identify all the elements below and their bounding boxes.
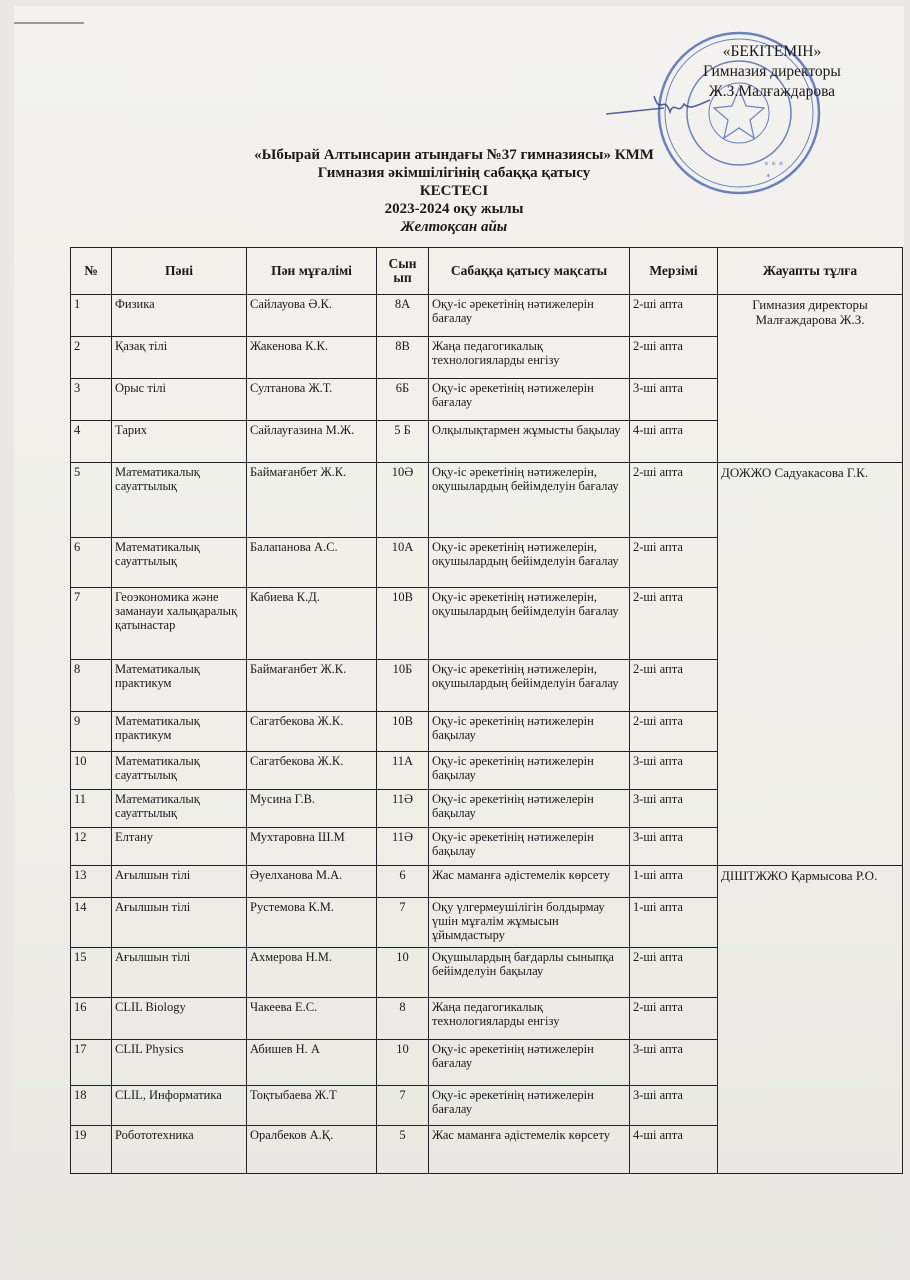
subject-cell: Математикалық сауаттылық	[112, 463, 247, 538]
subject-cell: Математикалық сауаттылық	[112, 752, 247, 790]
grade-cell: 6	[377, 866, 429, 898]
grade-cell: 5 Б	[377, 421, 429, 463]
term-cell: 3-ші апта	[630, 1040, 718, 1086]
approval-name: Ж.З.Малғаждарова	[708, 83, 836, 100]
term-cell: 2-ші апта	[630, 660, 718, 712]
goal-cell: Жаңа педагогикалық технологияларды енгізу	[429, 337, 630, 379]
teacher-cell: Баймағанбет Ж.К.	[247, 660, 377, 712]
goal-cell: Оқу-іс әрекетінің нәтижелерін бақылау	[429, 790, 630, 828]
goal-cell: Оқу-іс әрекетінің нәтижелерін бағалау	[429, 1086, 630, 1126]
grade-cell: 7	[377, 898, 429, 948]
grade-cell: 7	[377, 1086, 429, 1126]
subject-cell: Физика	[112, 295, 247, 337]
row-number: 15	[71, 948, 112, 998]
subject-cell: Ағылшын тілі	[112, 898, 247, 948]
goal-cell: Олқылықтармен жұмысты бақылау	[429, 421, 630, 463]
goal-cell: Жас маманға әдістемелік көрсету	[429, 1126, 630, 1174]
teacher-cell: Ахмерова Н.М.	[247, 948, 377, 998]
subject-cell: Математикалық практикум	[112, 712, 247, 752]
term-cell: 2-ші апта	[630, 538, 718, 588]
term-cell: 2-ші апта	[630, 295, 718, 337]
term-cell: 2-ші апта	[630, 712, 718, 752]
row-number: 3	[71, 379, 112, 421]
term-cell: 3-ші апта	[630, 828, 718, 866]
table-row	[71, 463, 903, 538]
term-cell: 3-ші апта	[630, 752, 718, 790]
grade-cell: 11Ә	[377, 828, 429, 866]
heading-subtitle: Гимназия әкімшілігінің сабаққа қатысу	[317, 165, 591, 181]
teacher-cell: Баймағанбет Ж.К.	[247, 463, 377, 538]
svg-text:*: *	[766, 173, 771, 183]
term-cell: 2-ші апта	[630, 948, 718, 998]
teacher-cell: Сагатбекова Ж.К.	[247, 752, 377, 790]
header-subject: Пәні	[112, 248, 247, 295]
row-number: 5	[71, 463, 112, 538]
teacher-cell: Абишев Н. А	[247, 1040, 377, 1086]
teacher-cell: Султанова Ж.Т.	[247, 379, 377, 421]
term-cell: 4-ші апта	[630, 421, 718, 463]
row-number: 19	[71, 1126, 112, 1174]
table-body	[71, 295, 903, 1174]
table-row	[71, 866, 903, 898]
teacher-cell: Балапанова А.С.	[247, 538, 377, 588]
subject-cell: CLIL Physics	[112, 1040, 247, 1086]
grade-cell: 10	[377, 948, 429, 998]
goal-cell: Оқу-іс әрекетінің нәтижелерін бағалау	[429, 1040, 630, 1086]
academic-year: 2023-2024 оқу жылы	[384, 201, 524, 217]
goal-cell: Оқу үлгермеушілігін болдырмау үшін мұғалім жұмысын ұйымдастыру	[429, 898, 630, 948]
goal-cell: Оқу-іс әрекетінің нәтижелерін, оқушылардың бейімделуін бағалау	[429, 588, 630, 660]
teacher-cell: Әуелханова М.А.	[247, 866, 377, 898]
attendance-schedule-table	[70, 247, 903, 1174]
teacher-cell: Сайлауғазина М.Ж.	[247, 421, 377, 463]
teacher-cell: Сагатбекова Ж.К.	[247, 712, 377, 752]
row-number: 14	[71, 898, 112, 948]
grade-cell: 10Б	[377, 660, 429, 712]
responsible-person-cell: Гимназия директоры Малғаждарова Ж.З.	[718, 295, 903, 463]
grade-cell: 5	[377, 1126, 429, 1174]
term-cell: 3-ші апта	[630, 379, 718, 421]
grade-cell: 10А	[377, 538, 429, 588]
subject-cell: Математикалық сауаттылық	[112, 790, 247, 828]
subject-cell: Ағылшын тілі	[112, 866, 247, 898]
table-header-row	[71, 248, 903, 295]
row-number: 18	[71, 1086, 112, 1126]
teacher-cell: Мусина Г.В.	[247, 790, 377, 828]
subject-cell: Математикалық сауаттылық	[112, 538, 247, 588]
approval-label: «БЕКІТЕМІН»	[722, 43, 822, 60]
table-row	[71, 295, 903, 337]
institution-name: «Ыбырай Алтынсарин атындағы №37 гимназиясы» КММ	[254, 147, 654, 163]
teacher-cell: Мухтаровна Ш.М	[247, 828, 377, 866]
teacher-cell: Жакенова К.К.	[247, 337, 377, 379]
header-term: Мерзімі	[630, 248, 718, 295]
responsible-person-cell: ДОЖЖО Садуакасова Г.К.	[718, 463, 903, 866]
header-number: №	[71, 248, 112, 295]
row-number: 10	[71, 752, 112, 790]
term-cell: 3-ші апта	[630, 790, 718, 828]
subject-cell: Робототехника	[112, 1126, 247, 1174]
row-number: 8	[71, 660, 112, 712]
document-page	[14, 6, 904, 1274]
subject-cell: Геоэкономика және заманауи халықаралық қатынастар	[112, 588, 247, 660]
grade-cell: 6Б	[377, 379, 429, 421]
goal-cell: Оқу-іс әрекетінің нәтижелерін бағалау	[429, 295, 630, 337]
subject-cell: Математикалық практикум	[112, 660, 247, 712]
subject-cell: CLIL, Информатика	[112, 1086, 247, 1126]
document-heading	[144, 146, 764, 236]
goal-cell: Оқушылардың бағдарлы сыныпқа бейімделуін бақылау	[429, 948, 630, 998]
grade-cell: 8	[377, 998, 429, 1040]
goal-cell: Жас маманға әдістемелік көрсету	[429, 866, 630, 898]
term-cell: 3-ші апта	[630, 1086, 718, 1126]
subject-cell: Қазақ тілі	[112, 337, 247, 379]
grade-cell: 8В	[377, 337, 429, 379]
row-number: 2	[71, 337, 112, 379]
subject-cell: Орыс тілі	[112, 379, 247, 421]
goal-cell: Оқу-іс әрекетінің нәтижелерін бақылау	[429, 752, 630, 790]
goal-cell: Оқу-іс әрекетінің нәтижелерін, оқушылардың бейімделуін бағалау	[429, 463, 630, 538]
row-number: 4	[71, 421, 112, 463]
subject-cell: Елтану	[112, 828, 247, 866]
goal-cell: Оқу-іс әрекетінің нәтижелерін, оқушылардың бейімделуін бағалау	[429, 538, 630, 588]
teacher-cell: Кабиева К.Д.	[247, 588, 377, 660]
page-edge-mark	[14, 22, 84, 24]
header-grade: Сын ып	[377, 248, 429, 295]
grade-cell: 10В	[377, 712, 429, 752]
term-cell: 1-ші апта	[630, 866, 718, 898]
term-cell: 2-ші апта	[630, 463, 718, 538]
header-responsible: Жауапты тұлға	[718, 248, 903, 295]
teacher-cell: Сайлауова Ә.К.	[247, 295, 377, 337]
subject-cell: Тарих	[112, 421, 247, 463]
goal-cell: Оқу-іс әрекетінің нәтижелерін бақылау	[429, 828, 630, 866]
row-number: 6	[71, 538, 112, 588]
term-cell: 1-ші апта	[630, 898, 718, 948]
goal-cell: Оқу-іс әрекетінің нәтижелерін бағалау	[429, 379, 630, 421]
header-teacher: Пән мұғалімі	[247, 248, 377, 295]
row-number: 12	[71, 828, 112, 866]
heading-title: КЕСТЕСІ	[419, 183, 489, 199]
grade-cell: 11Ә	[377, 790, 429, 828]
row-number: 7	[71, 588, 112, 660]
term-cell: 4-ші апта	[630, 1126, 718, 1174]
row-number: 13	[71, 866, 112, 898]
term-cell: 2-ші апта	[630, 998, 718, 1040]
row-number: 9	[71, 712, 112, 752]
row-number: 17	[71, 1040, 112, 1086]
svg-text:* * *: * * *	[764, 161, 784, 171]
teacher-cell: Рустемова К.М.	[247, 898, 377, 948]
row-number: 16	[71, 998, 112, 1040]
approval-block	[682, 42, 862, 102]
teacher-cell: Оралбеков А.Қ.	[247, 1126, 377, 1174]
row-number: 1	[71, 295, 112, 337]
goal-cell: Оқу-іс әрекетінің нәтижелерін, оқушылардың бейімделуін бағалау	[429, 660, 630, 712]
goal-cell: Жаңа педагогикалық технологияларды енгізу	[429, 998, 630, 1040]
grade-cell: 10В	[377, 588, 429, 660]
row-number: 11	[71, 790, 112, 828]
teacher-cell: Тоқтыбаева Ж.Т	[247, 1086, 377, 1126]
grade-cell: 8А	[377, 295, 429, 337]
grade-cell: 10Ә	[377, 463, 429, 538]
teacher-cell: Чакеева Е.С.	[247, 998, 377, 1040]
term-cell: 2-ші апта	[630, 588, 718, 660]
responsible-person-cell: ДІШТЖЖО Қармысова Р.О.	[718, 866, 903, 1174]
grade-cell: 10	[377, 1040, 429, 1086]
month-label: Желтоқсан айы	[400, 219, 508, 235]
header-goal: Сабаққа қатысу мақсаты	[429, 248, 630, 295]
term-cell: 2-ші апта	[630, 337, 718, 379]
grade-cell: 11А	[377, 752, 429, 790]
subject-cell: CLIL Biology	[112, 998, 247, 1040]
approval-position: Гимназия директоры	[703, 63, 841, 80]
goal-cell: Оқу-іс әрекетінің нәтижелерін бақылау	[429, 712, 630, 752]
subject-cell: Ағылшын тілі	[112, 948, 247, 998]
